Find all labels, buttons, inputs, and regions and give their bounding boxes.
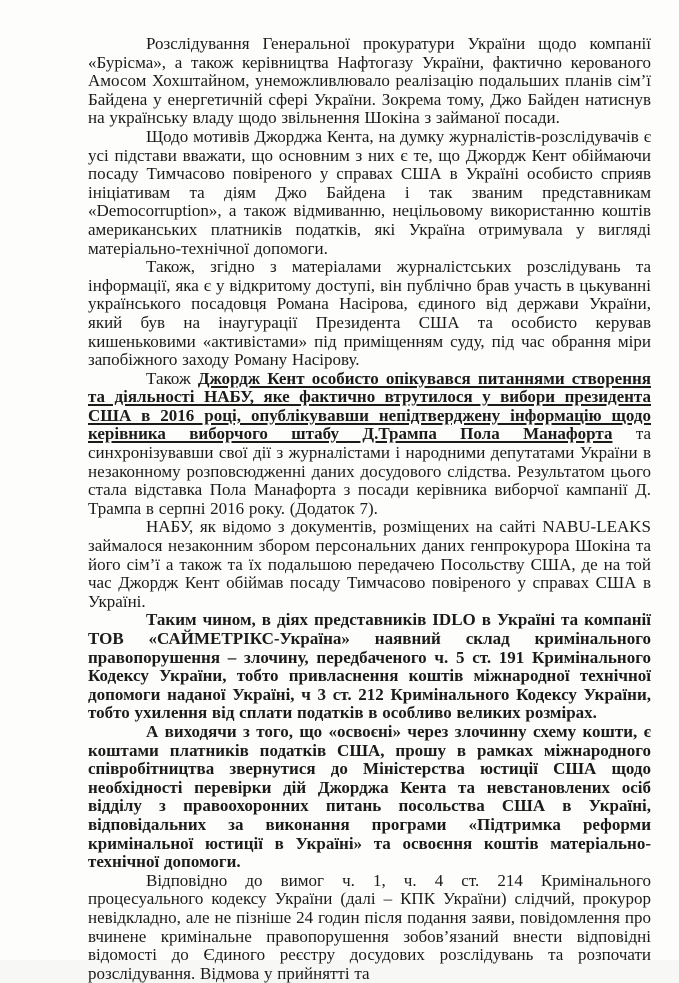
paragraph-6 [88, 611, 651, 723]
document-body [88, 35, 651, 983]
text-run: НАБУ, як відомо з документів, розміщених на сайті NABU-LEAKS займалося незаконним збором персональних даних генпрокурора Шокіна та його сім’ї а також та їх подальшою передачею Посольству США, де на той час Джордж Кент обіймав посаду Тимчасово повіреного у справах США в Україні. [88, 517, 651, 611]
text-run: Відповідно до вимог ч. 1, ч. 4 ст. 214 Кримінального процесуального кодексу України (далі – КПК України) слідчий, прокурор невідкладно, але не пізніше 24 годин після подання заяви, повідомлення про вчинене кримінальне правопорушення зобов’язаний внести відповідні відомості до Єдиного реєстру досудових розслідувань та розпочати розслідування. Відмова у прийнятті та [88, 870, 651, 983]
paragraph-5 [88, 518, 651, 611]
paragraph-7 [88, 723, 651, 872]
text-run: Також [146, 368, 198, 388]
paragraph-8 [88, 872, 651, 983]
text-run: Джордж Кент особисто опікувався питаннями створення та діяльності НАБУ, яке фактично втрутилося у вибори президента США в 2016 році, опублікувавши непідтверджену інформацію щодо керівника виборчого штабу Д.Трампа Пола Манафорта [88, 368, 651, 444]
paragraph-2 [88, 128, 651, 258]
paragraph-3 [88, 258, 651, 370]
text-run: Щодо мотивів Джорджа Кента, на думку журналістів-розслідувачів є усі підстави вважати, що основним з них є те, що Джордж Кент обіймаючи посаду Тимчасово повіреного у справах США в Україні особисто сприяв ініціативам та діям Джо Байдена і так званим представникам «Democorruption», а також відмиванню, нецільовому використанню коштів американських платників податків, які Україна отримувала у вигляді матеріально-технічної допомоги. [88, 126, 651, 258]
text-run: Розслідування Генеральної прокуратури України щодо компанії «Бурісма», а також керівництва Нафтогазу України, фактично керованого Амосом Хохштайном, унеможливлювало реалізацію подальших планів сім’ї Байдена у енергетичній сфері України. Зокрема тому, Джо Байден натиснув на українську владу щодо звільнення Шокіна з займаної посади. [88, 34, 651, 128]
text-run: та синхронізувавши свої дії з журналістами і народними депутатами України в незаконному розповсюдженні даних досудового слідства. Результатом цього стала відставка Пола Манафорта з посади керівника виборчої кампанії Д. Трампа в серпні 2016 року. (Додаток 7). [88, 424, 651, 518]
text-run: Також, згідно з матеріалами журналістських розслідувань та інформації, яка є у відкритому доступі, він публічно брав участь в цькуванні українського посадовця Романа Насірова, єдиного від держави України, який був на інаугурації Президента США та особисто керував кишеньковими «активістами» під приміщенням суду, під час обрання міри запобіжного заходу Роману Насірову. [88, 257, 651, 370]
text-run: А виходячи з того, що «освоєні» через злочинну схему кошти, є коштами платників податків США, прошу в рамках міжнародного співробітництва звернутися до Міністерства юстиції США щодо необхідності перевірки дій Джорджа Кента та невстановлених осіб відділу з правоохоронних питань посольства США в Україні, відповідальних за виконання програми «Підтримка реформи кримінальної юстиції в Україні» та освоєння коштів матеріально-технічної допомоги. [88, 721, 651, 872]
text-run: Таким чином, в діях представників IDLO в Україні та компанії ТОВ «САЙМЕТРІКС-Україна» наявний склад кримінального правопорушення – злочину, передбаченого ч. 5 ст. 191 Кримінального Кодексу України, тобто привласнення коштів міжнародної технічної допомоги наданої Україні, ч 3 ст. 212 Кримінального Кодексу України, тобто ухилення від сплати податків в особливо великих розмірах. [88, 610, 651, 723]
paragraph-1 [88, 35, 651, 128]
paragraph-4 [88, 370, 651, 519]
